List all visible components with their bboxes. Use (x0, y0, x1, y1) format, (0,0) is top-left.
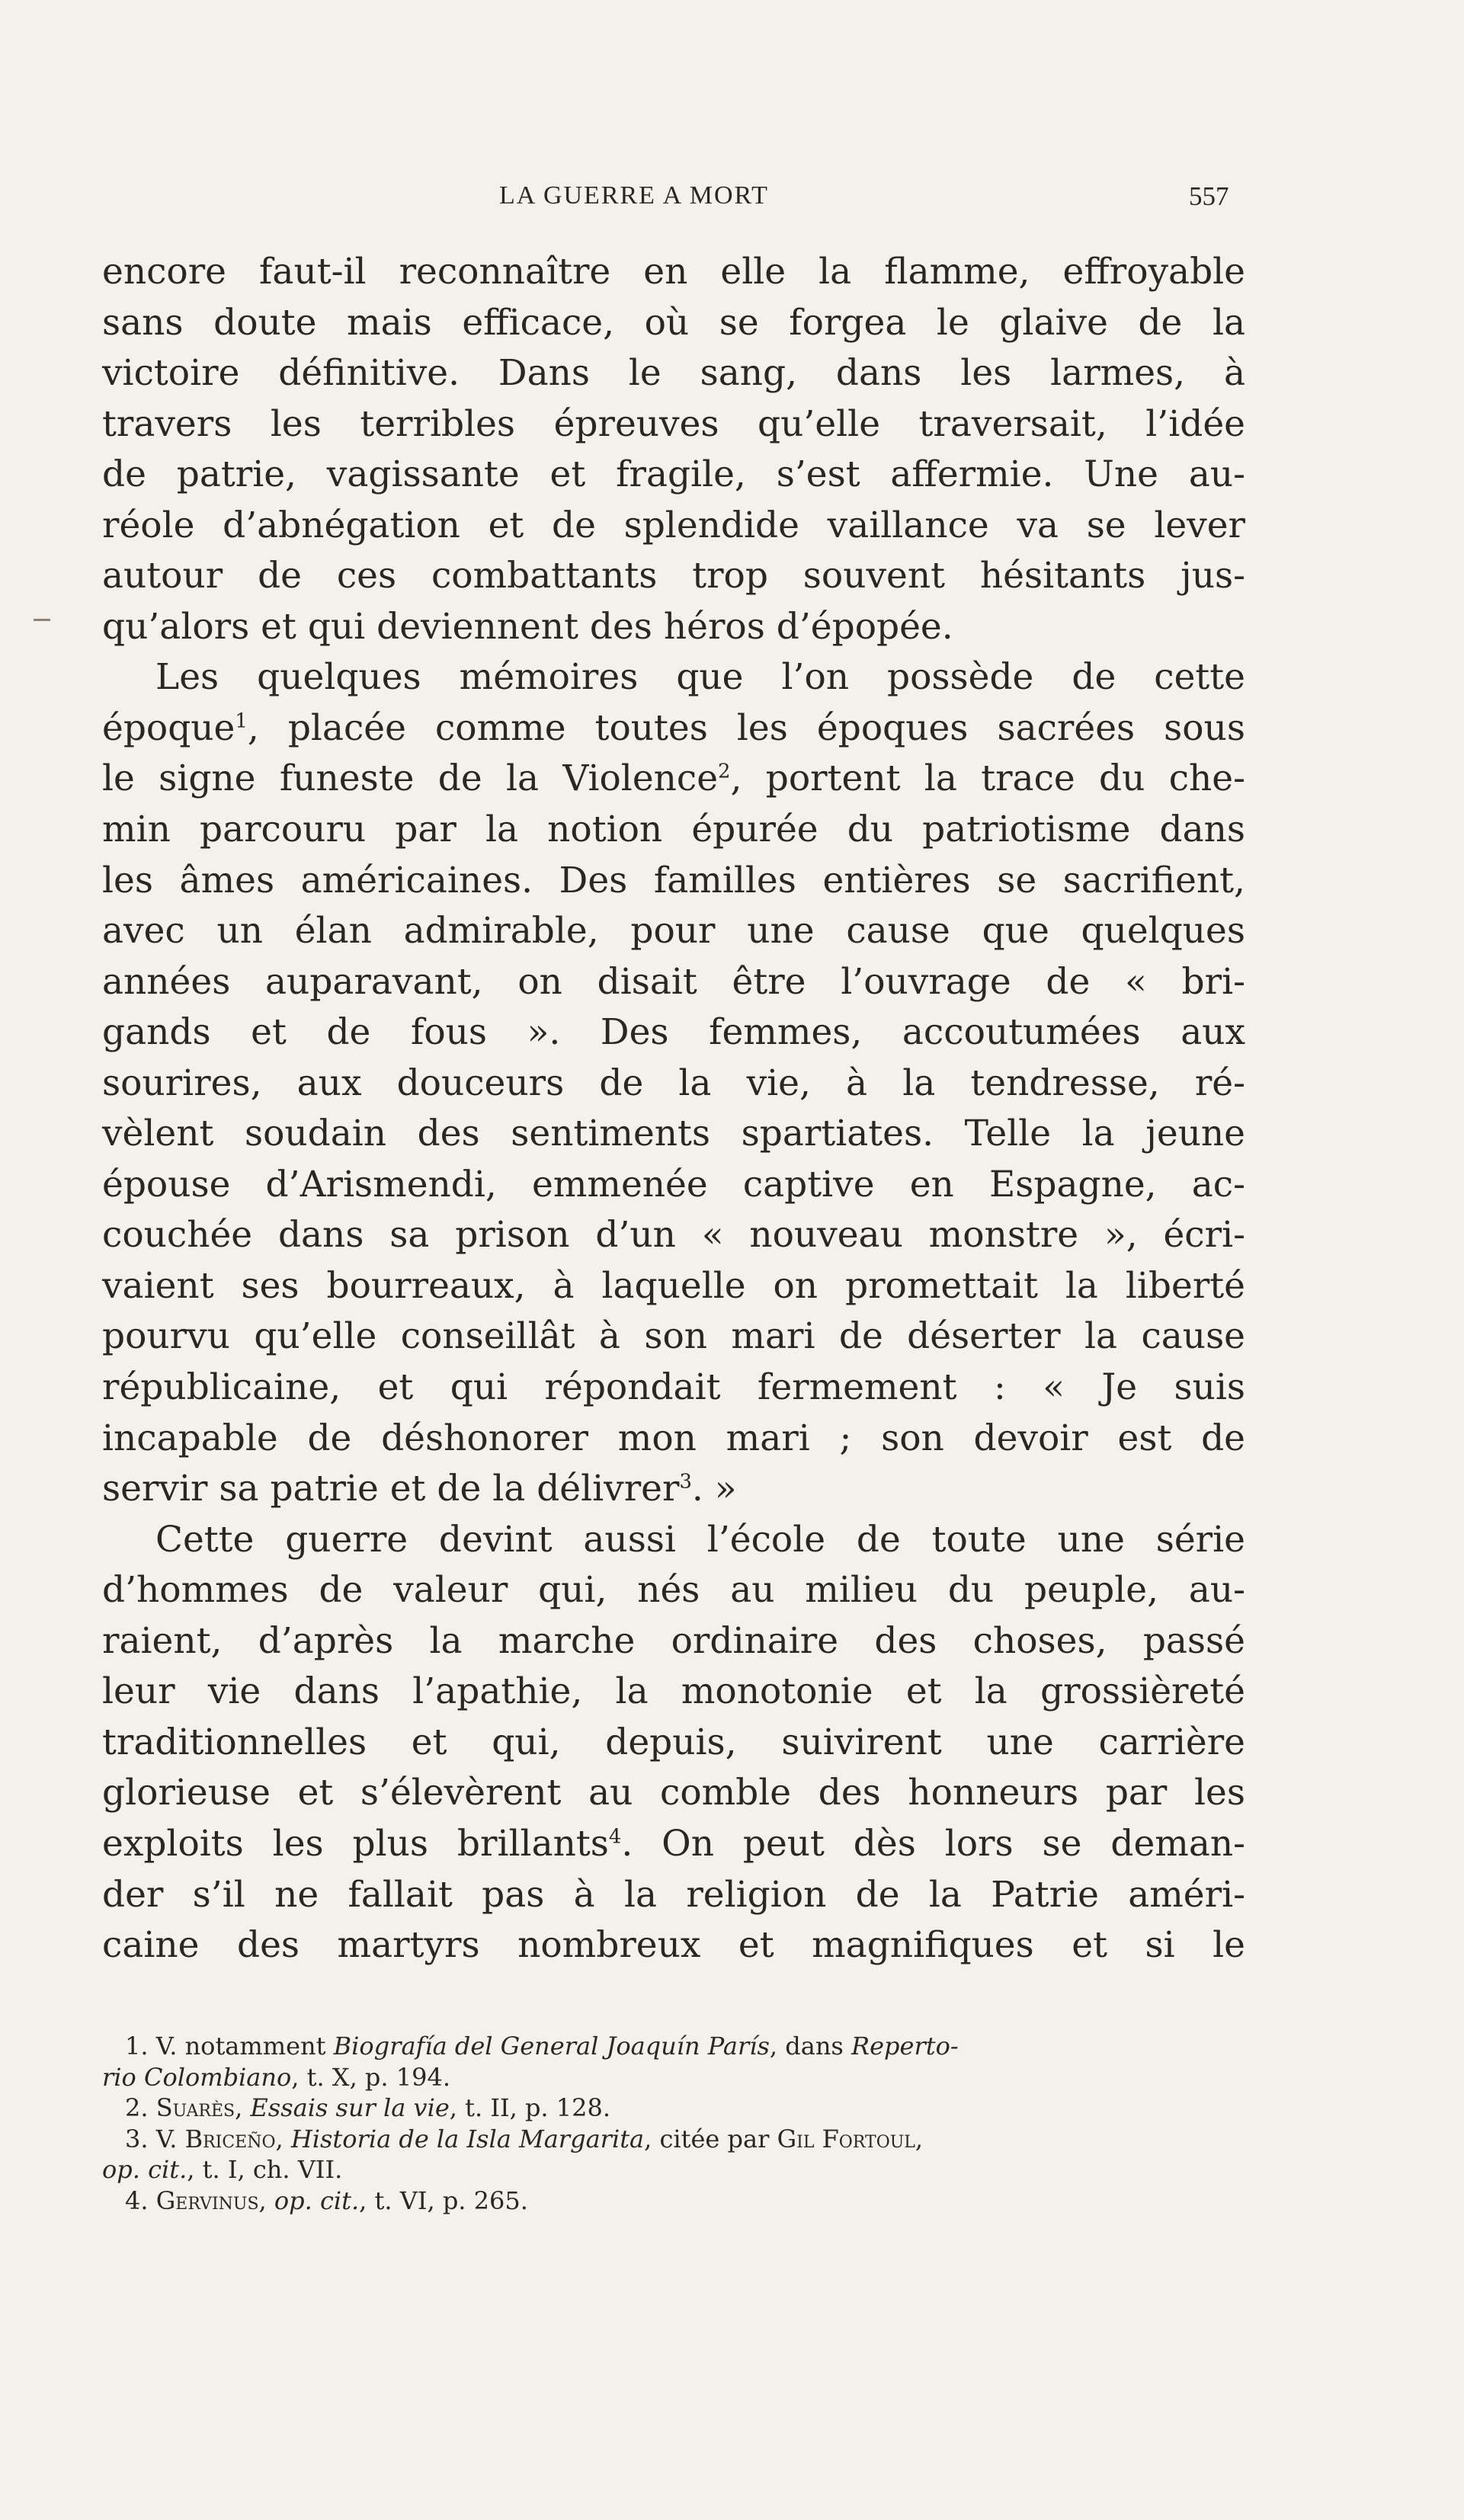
footnote-title: Essais sur la vie (250, 2093, 450, 2122)
text-line: réole d’abnégation et de splendide vaillance va se lever (102, 504, 1245, 546)
footnote-4 (102, 2185, 1245, 2217)
footnote-text: , t. VI, p. 265. (359, 2185, 528, 2215)
text-fragment: époque (102, 706, 235, 749)
text-fragment: . On peut dès lors se deman- (621, 1822, 1245, 1865)
text-line: avec un élan admirable, pour une cause que quelques (102, 910, 1245, 953)
note-ref: 3 (679, 1470, 692, 1494)
footnote-text: , (235, 2093, 251, 2122)
footnote-text: 4. (125, 2185, 156, 2215)
text-line: encore faut-il reconnaître en elle la flamme, effroyable (102, 251, 1245, 293)
text-line: pourvu qu’elle conseillât à son mari de déserter la cause (102, 1315, 1245, 1358)
text-line: autour de ces combattants trop souvent hésitants jus- (102, 555, 1245, 597)
footnote-title: Biografía del General Joaquín París (333, 2032, 770, 2061)
footnote-text: , citée par (644, 2124, 777, 2153)
footnote-text: , dans (769, 2032, 852, 2061)
footnotes (102, 2031, 1245, 2216)
margin-mark (34, 619, 50, 621)
note-ref: 2 (718, 760, 731, 783)
text-fragment: . » (691, 1468, 737, 1510)
footnote-journal: rio Colombiano (102, 2062, 292, 2092)
footnote-author: Suarès (155, 2093, 235, 2122)
text-line: d’hommes de valeur qui, nés au milieu du peuple, au- (102, 1569, 1245, 1612)
footnote-text: , (915, 2124, 924, 2153)
text-line: Les quelques mémoires que l’on possède de cette (155, 656, 1245, 699)
text-line (102, 703, 1245, 754)
footnote-1-cont (102, 2062, 1245, 2093)
footnote-text: 2. (125, 2093, 156, 2122)
footnote-author: Gervinus (155, 2185, 259, 2215)
footnote-2 (102, 2093, 1245, 2124)
footnote-op-cit: op. cit. (274, 2185, 360, 2215)
text-line (102, 1464, 1245, 1515)
text-line (102, 1819, 1245, 1870)
text-line: victoire définitive. Dans le sang, dans les larmes, à (102, 352, 1245, 395)
text-fragment: , placée comme toutes les époques sacrées sous (247, 706, 1245, 749)
text-line: min parcouru par la notion épurée du patriotisme dans (102, 809, 1245, 851)
footnote-3-cont (102, 2154, 1245, 2185)
text-line: sans doute mais efficace, où se forgea le glaive de la (102, 301, 1245, 344)
running-title: LA GUERRE A MORT (499, 181, 769, 210)
text-fragment: exploits les plus brillants (102, 1822, 609, 1865)
text-line: républicaine, et qui répondait fermement : « Je suis (102, 1366, 1245, 1409)
text-line: qu’alors et qui deviennent des héros d’épopée. (102, 605, 953, 648)
text-line: glorieuse et s’élevèrent au comble des honneurs par les (102, 1772, 1245, 1814)
page-number: 557 (1189, 181, 1229, 211)
text-line: gands et de fous ». Des femmes, accoutumées aux (102, 1011, 1245, 1054)
text-line: de patrie, vagissante et fragile, s’est affermie. Une au- (102, 453, 1245, 496)
footnote-author: Gil Fortoul (777, 2124, 915, 2153)
footnote-text: 1. V. notamment (125, 2032, 334, 2061)
text-line: traditionnelles et qui, depuis, suivirent une carrière (102, 1721, 1245, 1763)
footnote-op-cit: op. cit. (102, 2155, 187, 2184)
text-line: couchée dans sa prison d’un « nouveau monstre », écri- (102, 1214, 1245, 1257)
text-line (102, 754, 1245, 805)
text-line: les âmes américaines. Des familles entières se sacrifient, (102, 859, 1245, 901)
text-line: leur vie dans l’apathie, la monotonie et la grossièreté (102, 1670, 1245, 1713)
text-line: vèlent soudain des sentiments spartiates. Telle la jeune (102, 1113, 1245, 1155)
text-line: épouse d’Arismendi, emmenée captive en Espagne, ac- (102, 1163, 1245, 1206)
text-line: vaient ses bourreaux, à laquelle on promettait la liberté (102, 1264, 1245, 1307)
text-line: Cette guerre devint aussi l’école de toute une série (155, 1518, 1245, 1561)
footnote-3 (102, 2124, 1245, 2155)
footnote-author: Briceño (184, 2124, 276, 2153)
text-line: années auparavant, on disait être l’ouvrage de « bri- (102, 960, 1245, 1003)
text-line: incapable de déshonorer mon mari ; son devoir est de (102, 1417, 1245, 1459)
footnote-1 (102, 2031, 1245, 2062)
footnote-text: 3. V. (125, 2124, 185, 2153)
footnote-text: , t. II, p. 128. (449, 2093, 611, 2122)
text-line: caine des martyrs nombreux et magnifiques et si le (102, 1924, 1245, 1967)
text-line: der s’il ne fallait pas à la religion de la Patrie améri- (102, 1873, 1245, 1916)
footnote-text: , (258, 2185, 274, 2215)
text-fragment: le signe funeste de la Violence (102, 757, 719, 800)
footnote-text: , t. I, ch. VII. (187, 2155, 343, 2184)
text-fragment: servir sa patrie et de la délivrer (102, 1468, 680, 1510)
note-ref: 1 (235, 709, 248, 733)
running-head (0, 181, 1464, 219)
footnote-text: , t. X, p. 194. (291, 2062, 450, 2092)
text-fragment: , portent la trace du che- (730, 757, 1246, 800)
text-line: sourires, aux douceurs de la vie, à la tendresse, ré- (102, 1061, 1245, 1104)
note-ref: 4 (608, 1825, 622, 1849)
footnote-title: Historia de la Isla Margarita (290, 2124, 645, 2153)
footnote-journal: Reperto- (851, 2032, 959, 2061)
text-line: raient, d’après la marche ordinaire des choses, passé (102, 1619, 1245, 1662)
body-text (102, 247, 1245, 1971)
text-line: travers les terribles épreuves qu’elle traversait, l’idée (102, 402, 1245, 445)
footnote-text: , (275, 2124, 291, 2153)
